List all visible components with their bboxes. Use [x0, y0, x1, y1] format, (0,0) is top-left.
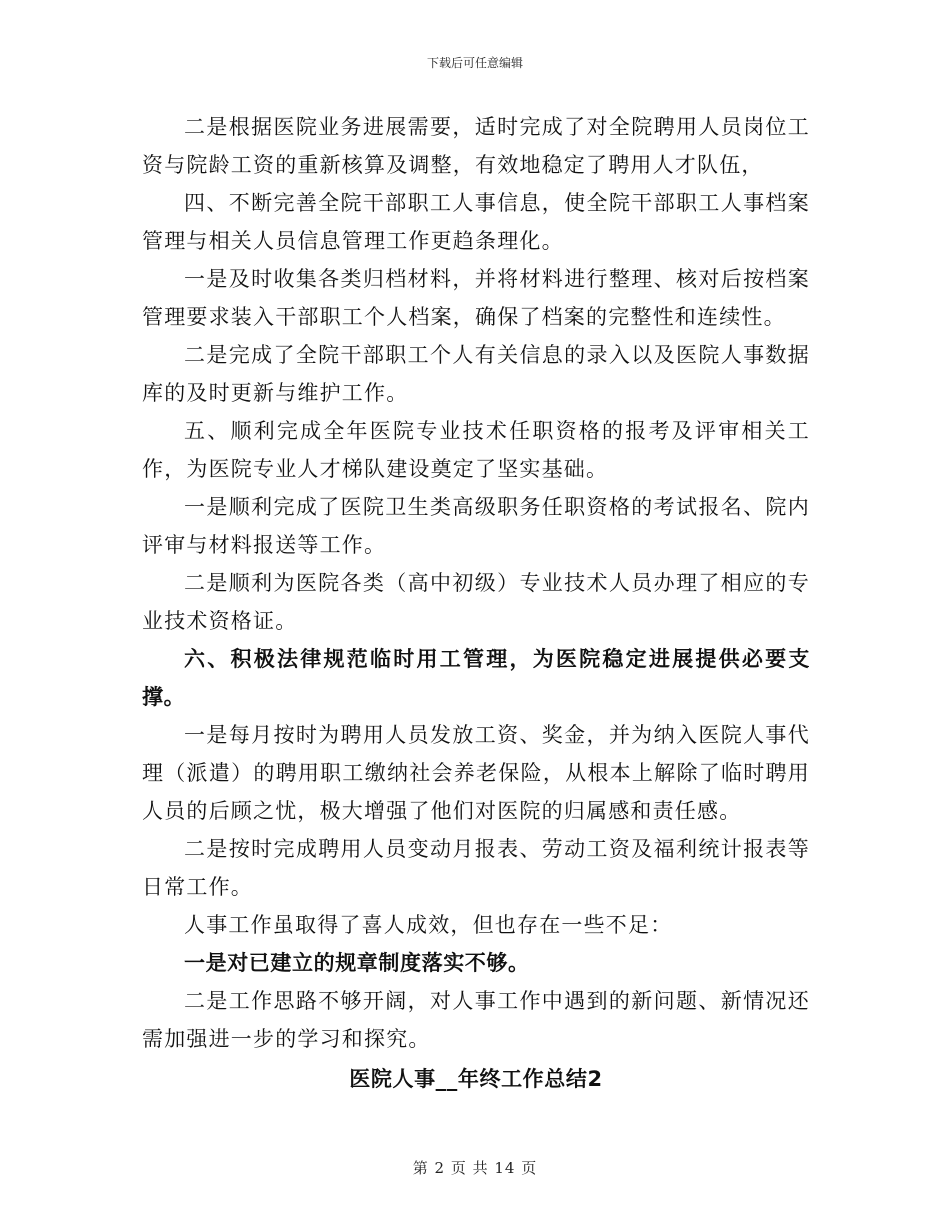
page-footer-number: 第 2 页 共 14 页 [412, 1159, 538, 1177]
paragraph-6: 一是顺利完成了医院卫生类高级职务任职资格的考试报名、院内评审与材料报送等工作。 [142, 495, 810, 557]
paragraph-7: 二是顺利为医院各类（高中初级）专业技术人员办理了相应的专业技术资格证。 [142, 571, 810, 633]
shortcoming-one: 一是对已建立的规章制度落实不够。 [184, 951, 530, 975]
paragraph-5: 五、顺利完成全年医院专业技术任职资格的报考及评审相关工作，为医院专业人才梯队建设奠定了坚实基础。 [142, 419, 810, 481]
paragraph-9: 一是每月按时为聘用人员发放工资、奖金，并为纳入医院人事代理（派遣）的聘用职工缴纳社会养老保险，从根本上解除了临时聘用人员的后顾之忧，极大增强了他们对医院的归属感和责任感。 [142, 723, 810, 823]
paragraph-4: 二是完成了全院干部职工个人有关信息的录入以及医院人事数据库的及时更新与维护工作。 [142, 343, 810, 405]
paragraph-2: 四、不断完善全院干部职工人事信息，使全院干部职工人事档案管理与相关人员信息管理工作更趋条理化。 [142, 191, 810, 253]
section-heading-six: 六、积极法律规范临时用工管理，为医院稳定进展提供必要支撑。 [142, 647, 810, 709]
paragraph-11: 人事工作虽取得了喜人成效，但也存在一些不足： [184, 913, 673, 937]
paragraph-1: 二是根据医院业务进展需要，适时完成了对全院聘用人员岗位工资与院龄工资的重新核算及调整，有效地稳定了聘用人才队伍， [142, 115, 810, 177]
paragraph-3: 一是及时收集各类归档材料，并将材料进行整理、核对后按档案管理要求装入干部职工个人档案，确保了档案的完整性和连续性。 [142, 267, 810, 329]
paragraph-13: 二是工作思路不够开阔，对人事工作中遇到的新问题、新情况还需加强进一步的学习和探究。 [142, 989, 810, 1051]
paragraph-10: 二是按时完成聘用人员变动月报表、劳动工资及福利统计报表等日常工作。 [142, 837, 810, 899]
document-title: 医院人事__年终工作总结2 [349, 1067, 603, 1091]
page-header-note: 下载后可任意编辑 [426, 56, 523, 70]
document-body [142, 108, 810, 1098]
